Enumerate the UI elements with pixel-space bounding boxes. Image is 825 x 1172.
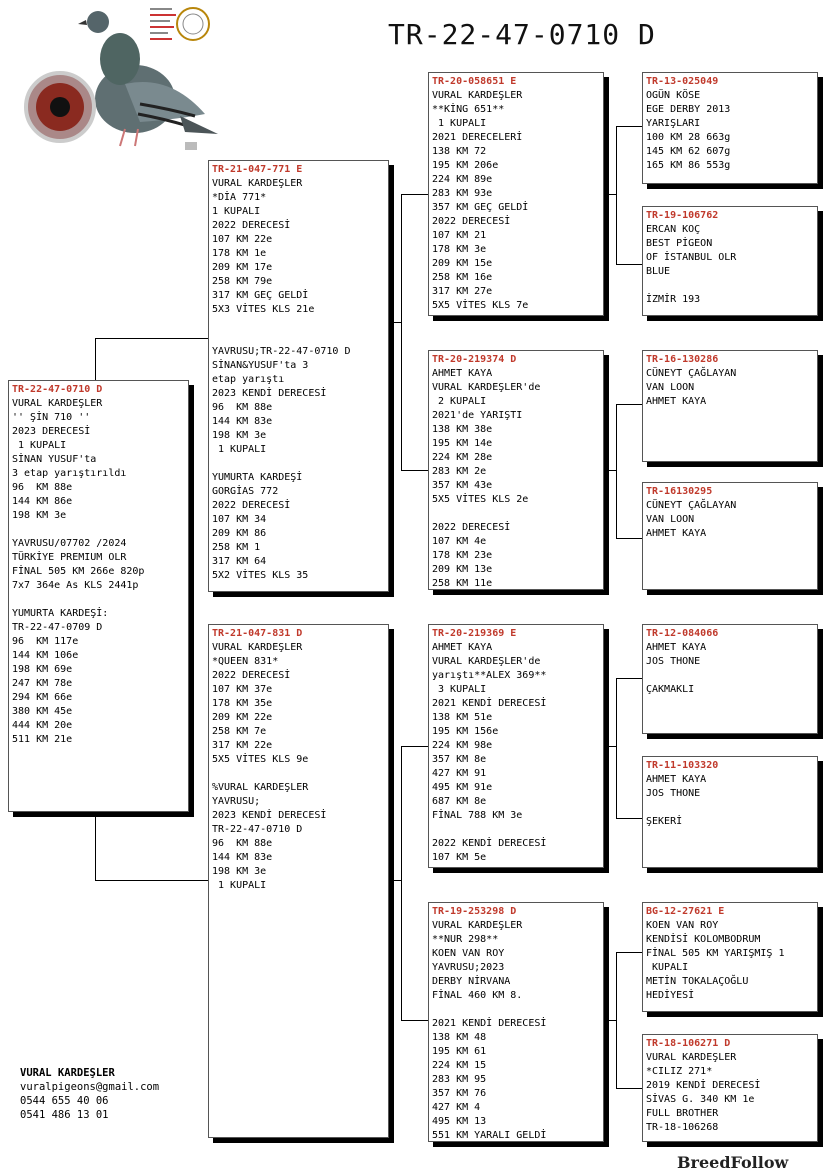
pedigree-line: AHMET KAYA bbox=[646, 642, 707, 653]
pedigree-line: 96 KM 88e bbox=[212, 838, 273, 849]
pedigree-line: SİVAS G. 340 KM 1e bbox=[646, 1094, 755, 1105]
pedigree-line: 294 KM 66e bbox=[12, 692, 73, 703]
pedigree-line: 2019 KENDİ DERECESİ bbox=[646, 1080, 761, 1091]
pedigree-line: JOS THONE bbox=[646, 788, 701, 799]
pedigree-line: 444 KM 20e bbox=[12, 720, 73, 731]
pedigree-line: 357 KM GEÇ GELDİ bbox=[432, 202, 529, 213]
pedigree-line: ERCAN KOÇ bbox=[646, 224, 701, 235]
pedigree-line: 144 KM 86e bbox=[12, 496, 73, 507]
pedigree-line: VURAL KARDEŞLER bbox=[212, 178, 303, 189]
pedigree-line: BLUE bbox=[646, 266, 671, 277]
pedigree-line: VURAL KARDEŞLER bbox=[432, 90, 523, 101]
pedigree-line: 195 KM 14e bbox=[432, 438, 493, 449]
pedigree-line: etap yarıştı bbox=[212, 374, 285, 385]
pedigree-line: VURAL KARDEŞLER'de bbox=[432, 656, 541, 667]
pedigree-box-ddd bbox=[642, 1034, 818, 1142]
pedigree-box-dds bbox=[642, 902, 818, 1012]
pedigree-line: 2023 KENDİ DERECESİ bbox=[212, 388, 327, 399]
pedigree-line: YAVRUSU; bbox=[212, 796, 261, 807]
pedigree-line: 1 KUPALI bbox=[12, 440, 67, 451]
contact-email[interactable]: vuralpigeons@gmail.com bbox=[20, 1081, 160, 1093]
pedigree-line bbox=[212, 457, 385, 471]
pedigree-line: SİNAN&YUSUF'ta 3 bbox=[212, 360, 309, 371]
connector bbox=[401, 746, 428, 747]
pedigree-line: FİNAL 505 KM YARIŞMIŞ 1 bbox=[646, 948, 785, 959]
pedigree-line: 138 KM 38e bbox=[432, 424, 493, 435]
pedigree-line bbox=[212, 317, 385, 331]
pedigree-line: 138 KM 72 bbox=[432, 146, 487, 157]
pedigree-box-dsd bbox=[642, 756, 818, 868]
pedigree-line: HEDİYESİ bbox=[646, 990, 695, 1001]
pedigree-line: CÜNEYT ÇAĞLAYAN bbox=[646, 500, 737, 511]
pedigree-line: 1 KUPALI bbox=[212, 444, 267, 455]
pedigree-line: 317 KM GEÇ GELDİ bbox=[212, 290, 309, 301]
connector bbox=[616, 404, 642, 405]
connector bbox=[95, 812, 96, 880]
pedigree-line: TÜRKİYE PREMIUM OLR bbox=[12, 552, 127, 563]
pedigree-line: 209 KM 22e bbox=[212, 712, 273, 723]
pedigree-line: 258 KM 16e bbox=[432, 272, 493, 283]
ring-number: TR-19-106762 bbox=[646, 210, 719, 221]
pedigree-box-ssd bbox=[642, 206, 818, 316]
pedigree-line bbox=[12, 523, 185, 537]
pedigree-line: 2022 KENDİ DERECESİ bbox=[432, 838, 547, 849]
pedigree-line: 144 KM 83e bbox=[212, 852, 273, 863]
pedigree-line: ÇAKMAKLI bbox=[646, 684, 695, 695]
pedigree-line: 5X5 VİTES KLS 7e bbox=[432, 300, 529, 311]
pedigree-box-sire-dam bbox=[428, 350, 604, 590]
ring-number: TR-20-219369 E bbox=[432, 628, 517, 639]
pedigree-line bbox=[432, 507, 600, 521]
pedigree-line: METİN TOKALAÇOĞLU bbox=[646, 976, 749, 987]
pedigree-line: JOS THONE bbox=[646, 656, 701, 667]
pedigree-line bbox=[212, 767, 385, 781]
connector bbox=[616, 678, 617, 818]
pedigree-line: CÜNEYT ÇAĞLAYAN bbox=[646, 368, 737, 379]
connector bbox=[616, 818, 642, 819]
pedigree-line: *CILIZ 271* bbox=[646, 1066, 713, 1077]
pedigree-line: ŞEKERİ bbox=[646, 816, 683, 827]
pedigree-line: AHMET KAYA bbox=[646, 774, 707, 785]
pedigree-line: VAN LOON bbox=[646, 514, 695, 525]
pedigree-line: OGÜN KÖSE bbox=[646, 90, 701, 101]
pigeon-illustration bbox=[20, 4, 220, 154]
pedigree-line: '' ŞİN 710 '' bbox=[12, 412, 91, 423]
pedigree-line: TR-18-106268 bbox=[646, 1122, 719, 1133]
pedigree-box-subject bbox=[8, 380, 189, 812]
pedigree-line: 551 KM YARALI GELDİ bbox=[432, 1130, 547, 1141]
pedigree-line: 283 KM 93e bbox=[432, 188, 493, 199]
connector bbox=[95, 338, 96, 380]
connector bbox=[604, 470, 616, 471]
contact-block bbox=[20, 1066, 159, 1122]
ring-number: TR-12-084066 bbox=[646, 628, 719, 639]
pedigree-line: YAVRUSU;2023 bbox=[432, 962, 505, 973]
pedigree-line: 178 KM 23e bbox=[432, 550, 493, 561]
ring-number: TR-20-058651 E bbox=[432, 76, 517, 87]
pedigree-line: EGE DERBY 2013 bbox=[646, 104, 731, 115]
pedigree-line: 687 KM 8e bbox=[432, 796, 487, 807]
pedigree-line: 209 KM 15e bbox=[432, 258, 493, 269]
pedigree-box-dam bbox=[208, 624, 389, 1138]
pedigree-line: 195 KM 61 bbox=[432, 1046, 487, 1057]
pedigree-line: 258 KM 7e bbox=[212, 726, 267, 737]
pedigree-line: **KİNG 651** bbox=[432, 104, 505, 115]
pedigree-line bbox=[432, 1003, 600, 1017]
connector bbox=[401, 470, 428, 471]
ring-number: TR-13-025049 bbox=[646, 76, 719, 87]
connector bbox=[604, 194, 616, 195]
pedigree-line: AHMET KAYA bbox=[432, 368, 493, 379]
pedigree-line: 144 KM 83e bbox=[212, 416, 273, 427]
pedigree-line: YUMURTA KARDEŞİ bbox=[212, 472, 303, 483]
pedigree-line: 2022 DERECESİ bbox=[212, 670, 291, 681]
connector bbox=[616, 1088, 642, 1089]
pedigree-line: 3 KUPALI bbox=[432, 684, 487, 695]
pedigree-line: 2023 DERECESİ bbox=[12, 426, 91, 437]
pedigree-line: 144 KM 106e bbox=[12, 650, 79, 661]
pedigree-line: *QUEEN 831* bbox=[212, 656, 279, 667]
pedigree-line: 317 KM 22e bbox=[212, 740, 273, 751]
pedigree-line: yarıştı**ALEX 369** bbox=[432, 670, 547, 681]
contact-phone: 0544 655 40 06 bbox=[20, 1095, 109, 1107]
pedigree-line: 145 KM 62 607g bbox=[646, 146, 731, 157]
pedigree-line: 495 KM 13 bbox=[432, 1116, 487, 1127]
pedigree-line: 107 KM 4e bbox=[432, 536, 487, 547]
pedigree-line: KUPALI bbox=[646, 962, 689, 973]
pedigree-line: KOEN VAN ROY bbox=[432, 948, 505, 959]
pedigree-line: VAN LOON bbox=[646, 382, 695, 393]
pedigree-box-sss bbox=[642, 72, 818, 184]
pedigree-line: AHMET KAYA bbox=[646, 528, 707, 539]
pedigree-line: **NUR 298** bbox=[432, 934, 499, 945]
pedigree-line: TR-22-47-0710 D bbox=[212, 824, 303, 835]
pedigree-line: FİNAL 505 KM 266e 820p bbox=[12, 566, 145, 577]
pedigree-line: YAVRUSU/07702 /2024 bbox=[12, 538, 127, 549]
pedigree-line: 138 KM 48 bbox=[432, 1032, 487, 1043]
pedigree-line: 2021 KENDİ DERECESİ bbox=[432, 1018, 547, 1029]
pedigree-line: 5X5 VİTES KLS 9e bbox=[212, 754, 309, 765]
pedigree-line: 209 KM 13e bbox=[432, 564, 493, 575]
pedigree-line bbox=[646, 279, 814, 293]
pedigree-line: VURAL KARDEŞLER'de bbox=[432, 382, 541, 393]
pedigree-box-dss bbox=[642, 624, 818, 734]
pedigree-line: 357 KM 76 bbox=[432, 1088, 487, 1099]
pedigree-box-sire bbox=[208, 160, 389, 592]
pedigree-line: 511 KM 21e bbox=[12, 734, 73, 745]
pedigree-line: 107 KM 22e bbox=[212, 234, 273, 245]
connector bbox=[616, 126, 617, 264]
pedigree-line bbox=[646, 669, 814, 683]
contact-name: VURAL KARDEŞLER bbox=[20, 1067, 115, 1079]
pedigree-line: 2 KUPALI bbox=[432, 396, 487, 407]
pedigree-line: 1 KUPALI bbox=[432, 118, 487, 129]
pedigree-line: 2021'de YARIŞTI bbox=[432, 410, 523, 421]
pedigree-line bbox=[646, 801, 814, 815]
pedigree-line: VURAL KARDEŞLER bbox=[212, 642, 303, 653]
connector bbox=[401, 194, 428, 195]
pedigree-line: 258 KM 79e bbox=[212, 276, 273, 287]
pedigree-line: 317 KM 27e bbox=[432, 286, 493, 297]
pedigree-line: 5X3 VİTES KLS 21e bbox=[212, 304, 315, 315]
pedigree-line: FULL BROTHER bbox=[646, 1108, 719, 1119]
pedigree-line: KENDİSİ KOLOMBODRUM bbox=[646, 934, 761, 945]
pedigree-line: FİNAL 788 KM 3e bbox=[432, 810, 523, 821]
pedigree-line: 2022 DERECESİ bbox=[432, 216, 511, 227]
ring-number: TR-21-047-831 D bbox=[212, 628, 303, 639]
pedigree-line bbox=[212, 331, 385, 345]
pedigree-line: 107 KM 21 bbox=[432, 230, 487, 241]
ring-number: TR-20-219374 D bbox=[432, 354, 517, 365]
pedigree-line: 2021 DERECELERİ bbox=[432, 132, 523, 143]
pedigree-line: 5X2 VİTES KLS 35 bbox=[212, 570, 309, 581]
pedigree-box-dam-dam bbox=[428, 902, 604, 1142]
pedigree-line: 209 KM 86 bbox=[212, 528, 267, 539]
pedigree-line: VURAL KARDEŞLER bbox=[432, 920, 523, 931]
pedigree-line: *DİA 771* bbox=[212, 192, 267, 203]
pedigree-line: 224 KM 15 bbox=[432, 1060, 487, 1071]
pedigree-line: BEST PİGEON bbox=[646, 238, 713, 249]
pedigree-line: 3 etap yarıştırıldı bbox=[12, 468, 127, 479]
connector bbox=[389, 322, 401, 323]
connector bbox=[401, 1020, 428, 1021]
pedigree-line: 195 KM 206e bbox=[432, 160, 499, 171]
pedigree-line: 5X5 VİTES KLS 2e bbox=[432, 494, 529, 505]
pedigree-line: 258 KM 11e bbox=[432, 578, 493, 589]
pedigree-line: OF İSTANBUL OLR bbox=[646, 252, 737, 263]
pedigree-line: VURAL KARDEŞLER bbox=[646, 1052, 737, 1063]
pedigree-line: DERBY NİRVANA bbox=[432, 976, 511, 987]
pedigree-line: 96 KM 117e bbox=[12, 636, 79, 647]
pedigree-line: 107 KM 5e bbox=[432, 852, 487, 863]
pedigree-line: 7x7 364e As KLS 2441p bbox=[12, 580, 139, 591]
pedigree-line: FİNAL 460 KM 8. bbox=[432, 990, 523, 1001]
ring-number: TR-21-047-771 E bbox=[212, 164, 303, 175]
pedigree-box-dam-sire bbox=[428, 624, 604, 868]
pedigree-line: 247 KM 78e bbox=[12, 678, 73, 689]
pedigree-line: YARIŞLARI bbox=[646, 118, 701, 129]
pedigree-line: 198 KM 3e bbox=[212, 430, 267, 441]
pedigree-line: 2022 DERECESİ bbox=[212, 220, 291, 231]
connector bbox=[616, 264, 642, 265]
pedigree-line: 198 KM 3e bbox=[212, 866, 267, 877]
pedigree-line: 178 KM 1e bbox=[212, 248, 267, 259]
pedigree-line: 357 KM 8e bbox=[432, 754, 487, 765]
connector bbox=[616, 952, 617, 1088]
connector bbox=[95, 880, 209, 881]
ring-number: TR-16130295 bbox=[646, 486, 713, 497]
contact-phone: 0541 486 13 01 bbox=[20, 1109, 109, 1121]
connector bbox=[616, 678, 642, 679]
connector bbox=[616, 126, 642, 127]
pedigree-line: 283 KM 2e bbox=[432, 466, 487, 477]
pedigree-line: VURAL KARDEŞLER bbox=[12, 398, 103, 409]
pedigree-line: AHMET KAYA bbox=[432, 642, 493, 653]
pedigree-line: 283 KM 95 bbox=[432, 1074, 487, 1085]
pedigree-line: 100 KM 28 663g bbox=[646, 132, 731, 143]
pedigree-line: 2022 DERECESİ bbox=[212, 500, 291, 511]
pedigree-box-sdd bbox=[642, 482, 818, 590]
connector bbox=[401, 746, 402, 1020]
pedigree-line: 165 KM 86 553g bbox=[646, 160, 731, 171]
ring-number: TR-16-130286 bbox=[646, 354, 719, 365]
ring-number: TR-22-47-0710 D bbox=[12, 384, 103, 395]
connector bbox=[616, 952, 642, 953]
connector bbox=[616, 404, 617, 538]
pedigree-line: SİNAN YUSUF'ta bbox=[12, 454, 97, 465]
pedigree-line: 2021 KENDİ DERECESİ bbox=[432, 698, 547, 709]
pedigree-line: YAVRUSU;TR-22-47-0710 D bbox=[212, 346, 351, 357]
pedigree-line: 198 KM 3e bbox=[12, 510, 67, 521]
pedigree-line: 178 KM 3e bbox=[432, 244, 487, 255]
connector bbox=[401, 194, 402, 470]
pedigree-line: 258 KM 1 bbox=[212, 542, 261, 553]
pedigree-line: 224 KM 28e bbox=[432, 452, 493, 463]
footer-brand: BreedFollow bbox=[677, 1153, 789, 1172]
pedigree-line: TR-22-47-0709 D bbox=[12, 622, 103, 633]
pedigree-line: 427 KM 4 bbox=[432, 1102, 481, 1113]
pedigree-line: 96 KM 88e bbox=[212, 402, 273, 413]
pedigree-line: 357 KM 43e bbox=[432, 480, 493, 491]
pedigree-line: 1 KUPALI bbox=[212, 880, 267, 891]
pedigree-line bbox=[432, 823, 600, 837]
pedigree-line: 317 KM 64 bbox=[212, 556, 267, 567]
pedigree-line: KOEN VAN ROY bbox=[646, 920, 719, 931]
connector bbox=[604, 746, 616, 747]
pedigree-box-sds bbox=[642, 350, 818, 462]
pedigree-line: 209 KM 17e bbox=[212, 262, 273, 273]
ring-number: TR-18-106271 D bbox=[646, 1038, 731, 1049]
ring-number: TR-11-103320 bbox=[646, 760, 719, 771]
pedigree-line: 96 KM 88e bbox=[12, 482, 73, 493]
page-title: TR-22-47-0710 D bbox=[388, 18, 656, 51]
ring-number: TR-19-253298 D bbox=[432, 906, 517, 917]
pedigree-line: AHMET KAYA bbox=[646, 396, 707, 407]
ring-number: BG-12-27621 E bbox=[646, 906, 725, 917]
pedigree-line: 2022 DERECESİ bbox=[432, 522, 511, 533]
connector bbox=[604, 1020, 616, 1021]
pedigree-line: 2023 KENDİ DERECESİ bbox=[212, 810, 327, 821]
pedigree-line: 427 KM 91 bbox=[432, 768, 487, 779]
pedigree-line: 195 KM 156e bbox=[432, 726, 499, 737]
pedigree-line: 224 KM 89e bbox=[432, 174, 493, 185]
pedigree-line: 107 KM 34 bbox=[212, 514, 267, 525]
pedigree-line: %VURAL KARDEŞLER bbox=[212, 782, 309, 793]
pedigree-line: 198 KM 69e bbox=[12, 664, 73, 675]
pedigree-line: 138 KM 51e bbox=[432, 712, 493, 723]
pedigree-line bbox=[12, 593, 185, 607]
connector bbox=[389, 880, 401, 881]
pedigree-line: İZMİR 193 bbox=[646, 294, 701, 305]
pedigree-line: 1 KUPALI bbox=[212, 206, 261, 217]
pedigree-line: 107 KM 37e bbox=[212, 684, 273, 695]
pedigree-line: 178 KM 35e bbox=[212, 698, 273, 709]
connector bbox=[616, 538, 642, 539]
connector bbox=[95, 338, 209, 339]
pedigree-line: 495 KM 91e bbox=[432, 782, 493, 793]
pedigree-line: GORGİAS 772 bbox=[212, 486, 279, 497]
pedigree-line: YUMURTA KARDEŞİ: bbox=[12, 608, 109, 619]
pedigree-line: 224 KM 98e bbox=[432, 740, 493, 751]
pedigree-line: 380 KM 45e bbox=[12, 706, 73, 717]
pedigree-box-sire-sire bbox=[428, 72, 604, 316]
